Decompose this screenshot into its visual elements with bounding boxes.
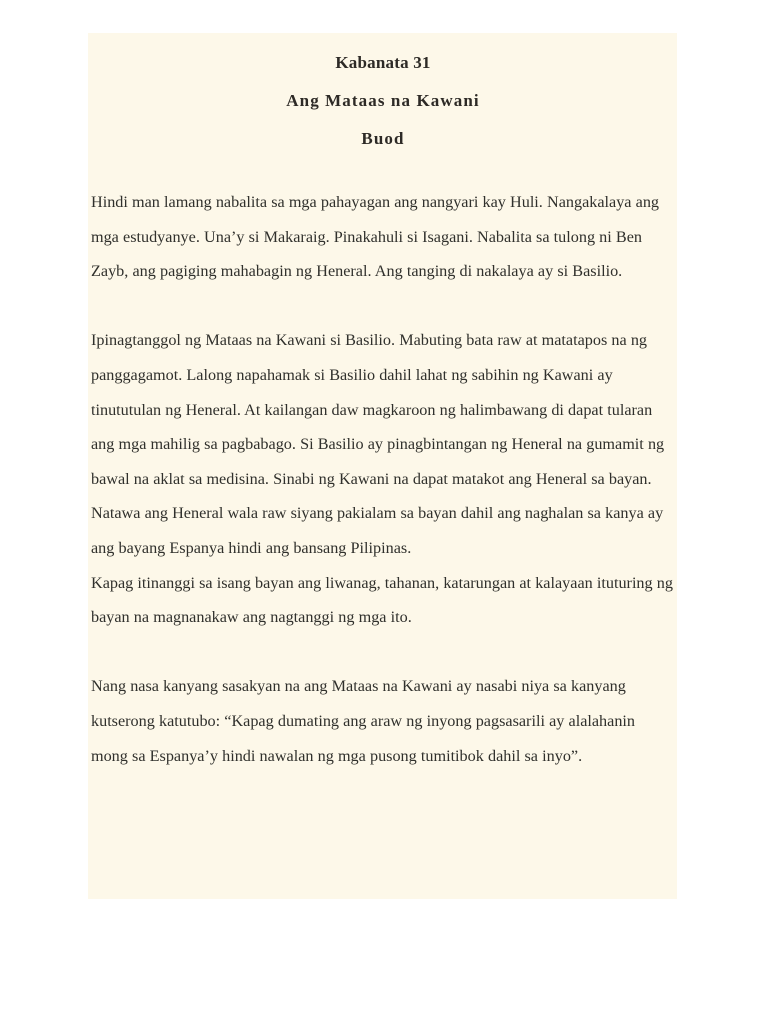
chapter-title-heading: Ang Mataas na Kawani bbox=[286, 91, 480, 110]
chapter-heading: Kabanata 31 bbox=[335, 53, 431, 72]
document-sheet bbox=[88, 33, 677, 899]
paragraph-spacer-1 bbox=[91, 289, 676, 324]
heading-body-spacer bbox=[90, 149, 676, 185]
body-text-block bbox=[90, 185, 676, 773]
paragraph-spacer-2 bbox=[91, 635, 676, 670]
paragraph-1: Hindi man lamang nabalita sa mga pahayagan ang nangyari kay Huli. Nangakalaya ang mga estudyanye. Una’y si Makaraig. Pinakahuli si Isagani. Nabalita sa tulong ni Ben Zayb, ang pagiging mahabagin ng Heneral. Ang tanging di nakalaya ay si Basilio. bbox=[91, 193, 660, 281]
paragraph-4: Nang nasa kanyang sasakyan na ang Mataas na Kawani ay nasabi niya sa kanyang kutserong katutubo: “Kapag dumating ang araw ng inyong pagsasarili ay alalahanin mong sa Espanya’y hindi nawalan ng mga pusong tumitibok dahil sa inyo”. bbox=[91, 677, 636, 765]
document-content bbox=[90, 49, 676, 773]
section-heading: Buod bbox=[361, 129, 405, 148]
paragraph-3: Kapag itinanggi sa isang bayan ang liwanag, tahanan, katarungan at kalayaan ituturing ng bayan na magnanakaw ang nagtanggi ng mga ito. bbox=[91, 573, 673, 627]
paragraph-2: Ipinagtanggol ng Mataas na Kawani si Basilio. Mabuting bata raw at matatapos na ng panggagamot. Lalong napahamak si Basilio dahil lahat ng sabihin ng Kawani ay tinututulan ng Heneral. At kailangan daw magkaroon ng halimbawang di dapat tularan ang mga mahilig sa pagbabago. Si Basilio ay pinagbintangan ng Heneral na gumamit ng bawal na aklat sa medisina. Sinabi ng Kawani na dapat matakot ang Heneral sa bayan. Natawa ang Heneral wala raw siyang pakialam sa bayan dahil ang naghalan sa kanya ay ang bayang Espanya hindi ang bansang Pilipinas. bbox=[91, 331, 665, 557]
